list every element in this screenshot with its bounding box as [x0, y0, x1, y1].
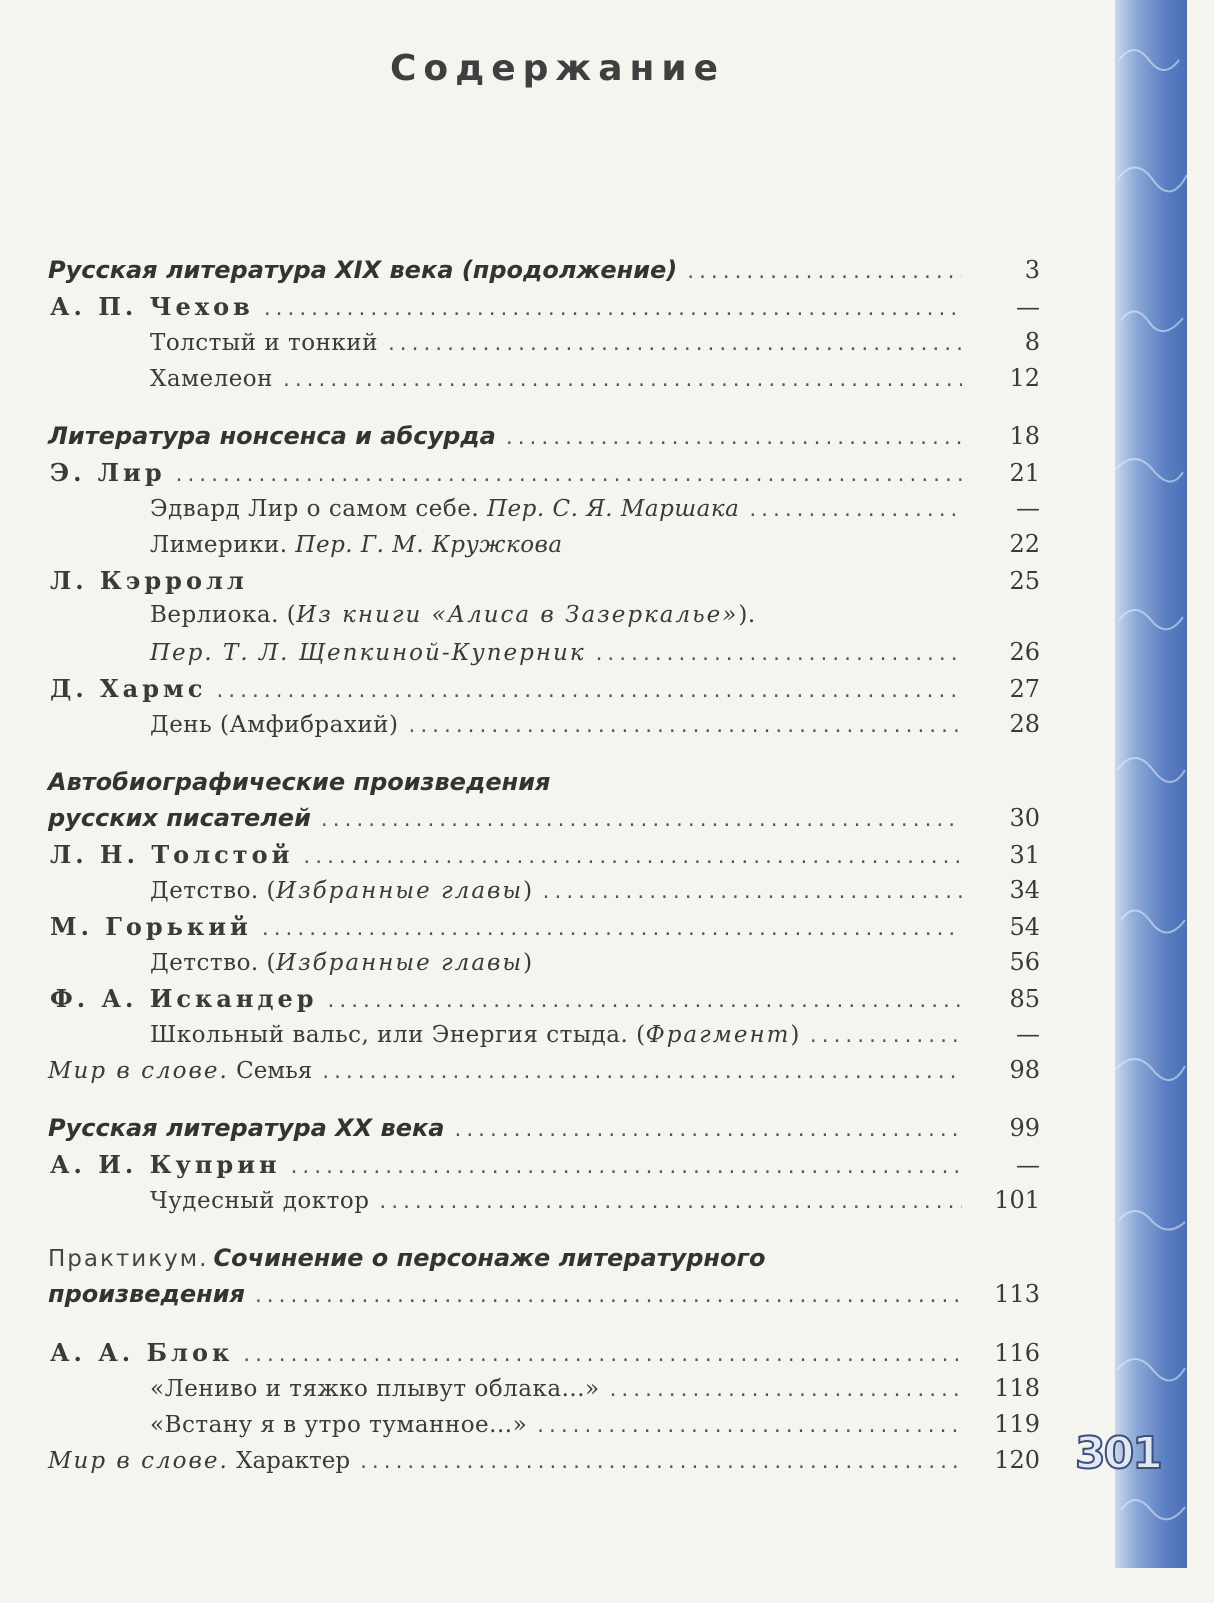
work-title: Хамелеон: [150, 366, 273, 392]
author-name: Э. Лир: [50, 458, 166, 487]
toc-author-row: [48, 458, 1040, 494]
leader-dots: [241, 1345, 962, 1366]
rubric-label: Мир в слове.: [48, 1448, 229, 1474]
leader-dots: [594, 644, 962, 665]
handwriting-decoration: [1115, 0, 1187, 1568]
toc-misc-row: [48, 1056, 1040, 1092]
leader-dots: [406, 716, 962, 737]
rubric-label: Мир в слове.: [48, 1058, 229, 1084]
leader-dots: [608, 1380, 962, 1401]
leader-dots: [386, 334, 962, 355]
page-ref: 85: [1009, 985, 1040, 1013]
leader-dots: [319, 810, 962, 831]
page-ref: 99: [1009, 1114, 1040, 1142]
leader-dots: [326, 991, 962, 1012]
page-ref: 12: [1009, 364, 1040, 392]
toc-work-row: [48, 1374, 1040, 1410]
table-of-contents: [48, 256, 1040, 1482]
toc-work-row: [48, 1410, 1040, 1446]
leader-dots: [262, 299, 962, 320]
page-ref: 21: [1009, 459, 1040, 487]
leader-dots: [174, 465, 962, 486]
work-subtitle: Избранные главы: [276, 878, 524, 904]
toc-section-row: [48, 768, 1040, 804]
page-ref: 3: [1024, 256, 1040, 284]
toc-author-row: [48, 674, 1040, 710]
rubric-title: Мир в слове. Семья: [48, 1058, 313, 1084]
toc-work-row: [48, 530, 1040, 566]
translator: Пер. Т. Л. Щепкиной-Куперник: [150, 640, 586, 666]
leader-dots: [808, 1026, 962, 1047]
work-title: Детство. (Избранные главы): [150, 950, 533, 976]
toc-work-row: [48, 1186, 1040, 1222]
translator: Пер. Г. М. Кружкова: [295, 532, 563, 558]
section-title: произведения: [48, 1280, 245, 1308]
author-name: Д. Хармс: [50, 674, 207, 703]
leader-dots: [747, 500, 962, 521]
page-ref: 22: [1009, 530, 1040, 558]
toc-section-row: [48, 1244, 1040, 1280]
work-subtitle: Фрагмент: [645, 1022, 791, 1048]
page-ref: 18: [1009, 422, 1040, 450]
page-number: 301: [1075, 1428, 1161, 1479]
toc-work-row: [48, 602, 1040, 638]
section-title: Автобиографические произведения: [48, 768, 551, 796]
toc-section-row: [48, 256, 1040, 292]
work-title: Чудесный доктор: [150, 1188, 370, 1214]
work-title: Верлиока. (Из книги «Алиса в Зазеркалье»).: [150, 602, 756, 628]
toc-author-row: [48, 840, 1040, 876]
page-ref: 101: [994, 1186, 1040, 1214]
leader-dots: [301, 847, 962, 868]
leader-dots: [453, 1120, 963, 1141]
leader-dots: [214, 681, 962, 702]
toc-work-row: [48, 638, 1040, 674]
toc-author-row: [48, 912, 1040, 948]
toc-author-row: [48, 566, 1040, 602]
toc-misc-row: [48, 1446, 1040, 1482]
page-ref: 26: [1009, 638, 1040, 666]
author-name: А. И. Куприн: [50, 1150, 281, 1179]
toc-section-row: [48, 422, 1040, 458]
rubric-title: Мир в слове. Характер: [48, 1448, 351, 1474]
page-ref: —: [1016, 1151, 1040, 1179]
section-title: Литература нонсенса и абсурда: [48, 422, 496, 450]
toc-work-row: [48, 876, 1040, 912]
page-ref: 28: [1009, 710, 1040, 738]
author-name: Л. Н. Толстой: [50, 840, 294, 869]
page-ref: 116: [994, 1339, 1040, 1367]
section-title: русских писателей: [48, 804, 311, 832]
toc-section-row: [48, 804, 1040, 840]
page-ref: 118: [994, 1374, 1040, 1402]
page-ref: 8: [1024, 328, 1040, 356]
page-ref: —: [1016, 494, 1040, 522]
toc-author-row: [48, 292, 1040, 328]
page-ref: 120: [994, 1446, 1040, 1474]
work-title: «Лениво и тяжко плывут облака...»: [150, 1376, 600, 1402]
page-ref: 119: [994, 1410, 1040, 1438]
leader-dots: [281, 370, 962, 391]
practicum-label: Практикум.: [48, 1246, 209, 1272]
page-ref: 113: [994, 1280, 1040, 1308]
work-subtitle: Избранные главы: [276, 950, 524, 976]
toc-work-row: [48, 710, 1040, 746]
work-title: Детство. (Избранные главы): [150, 878, 533, 904]
author-name: Л. Кэрролл: [50, 566, 248, 595]
author-name: Ф. А. Искандер: [50, 984, 318, 1013]
page-ref: 31: [1009, 841, 1040, 869]
decorative-blue-edge: [1115, 0, 1187, 1568]
author-name: А. П. Чехов: [50, 292, 254, 321]
leader-dots: [685, 262, 962, 283]
leader-dots: [358, 1452, 962, 1473]
leader-dots: [504, 428, 962, 449]
leader-dots: [541, 882, 962, 903]
toc-author-row: [48, 1150, 1040, 1186]
toc-work-row: [48, 494, 1040, 530]
page-ref: 54: [1009, 913, 1040, 941]
work-title: Школьный вальс, или Энергия стыда. (Фрагмент): [150, 1022, 800, 1048]
work-title: Толстый и тонкий: [150, 330, 378, 356]
toc-author-row: [48, 1338, 1040, 1374]
page-ref: 34: [1009, 876, 1040, 904]
leader-dots: [253, 1286, 962, 1307]
page-ref: 56: [1009, 948, 1040, 976]
work-title: День (Амфибрахий): [150, 712, 399, 738]
page-ref: 25: [1009, 567, 1040, 595]
author-name: М. Горький: [50, 912, 252, 941]
leader-dots: [535, 1416, 962, 1437]
author-name: А. А. Блок: [50, 1338, 234, 1367]
section-title: Русская литература XIX века (продолжение): [48, 256, 678, 284]
page-ref: 30: [1009, 804, 1040, 832]
work-title: Эдвард Лир о самом себе. Пер. С. Я. Маршака: [150, 496, 740, 522]
toc-section-row: [48, 1114, 1040, 1150]
leader-dots: [320, 1062, 962, 1083]
work-source: Из книги «Алиса в Зазеркалье»: [296, 602, 739, 628]
leader-dots: [289, 1157, 962, 1178]
leader-dots: [260, 919, 962, 940]
section-title: Русская литература XX века: [48, 1114, 445, 1142]
work-title: «Встану я в утро туманное...»: [150, 1412, 528, 1438]
toc-work-row: [48, 364, 1040, 400]
page-title: Содержание: [389, 48, 726, 89]
toc-work-row: [48, 1020, 1040, 1056]
page-ref: —: [1016, 293, 1040, 321]
toc-author-row: [48, 984, 1040, 1020]
page-ref: 27: [1009, 675, 1040, 703]
page-ref: —: [1016, 1020, 1040, 1048]
toc-work-row: [48, 948, 1040, 984]
translator: Пер. С. Я. Маршака: [486, 496, 740, 522]
section-title: Практикум. Сочинение о персонаже литературного: [48, 1244, 766, 1272]
work-title: Лимерики. Пер. Г. М. Кружкова: [150, 532, 563, 558]
leader-dots: [377, 1192, 962, 1213]
toc-section-row: [48, 1280, 1040, 1316]
page-ref: 98: [1009, 1056, 1040, 1084]
toc-work-row: [48, 328, 1040, 364]
